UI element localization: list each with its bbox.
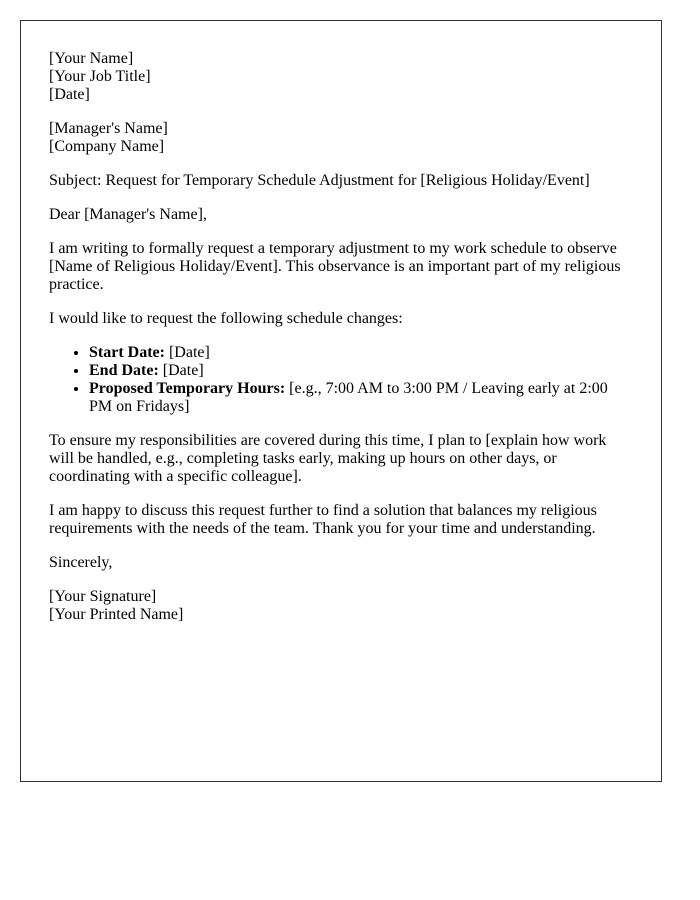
proposed-hours-value: [e.g., 7:00 AM to 3:00 PM / Leaving early at 2:00 PM on Fridays] (89, 380, 608, 415)
printed-name: [Your Printed Name] (49, 606, 184, 623)
closing-paragraph: I am happy to discuss this request further to find a solution that balances my religious requirements with the needs of the team. Thank you for your time and understanding. (49, 502, 597, 537)
recipient-company-name: [Company Name] (49, 138, 165, 155)
sender-name: [Your Name] (49, 50, 134, 67)
end-date-value: [Date] (158, 362, 204, 379)
list-item-start-date (89, 344, 629, 362)
sender-date: [Date] (49, 86, 90, 103)
signature-line: [Your Signature] (49, 588, 157, 605)
signature-block (49, 588, 629, 624)
sign-off: Sincerely, (49, 554, 113, 571)
start-date-value: [Date] (164, 344, 210, 361)
recipient-manager-name: [Manager's Name] (49, 120, 168, 137)
coverage-paragraph: To ensure my responsibilities are covered during this time, I plan to [explain how work will be handled, e.g., completing tasks early, making up hours on other days, or coordinating with a specific colleague]. (49, 432, 607, 485)
list-item-proposed-hours (89, 380, 629, 416)
salutation: Dear [Manager's Name], (49, 206, 207, 223)
sender-block (49, 50, 629, 104)
sender-job-title: [Your Job Title] (49, 68, 151, 85)
proposed-hours-label: Proposed Temporary Hours: (89, 380, 286, 397)
subject-line: Subject: Request for Temporary Schedule Adjustment for [Religious Holiday/Event] (49, 172, 590, 189)
end-date-label: End Date: (89, 362, 159, 379)
intro-paragraph: I am writing to formally request a temporary adjustment to my work schedule to observe [Name of Religious Holiday/Event]. This observance is an important part of my religious practice. (49, 240, 621, 293)
recipient-block (49, 120, 629, 156)
start-date-label: Start Date: (89, 344, 165, 361)
list-item-end-date (89, 362, 629, 380)
letter-content (49, 50, 629, 640)
schedule-changes-list (49, 344, 629, 416)
request-lead-paragraph: I would like to request the following schedule changes: (49, 310, 403, 327)
letter-page (20, 20, 662, 782)
